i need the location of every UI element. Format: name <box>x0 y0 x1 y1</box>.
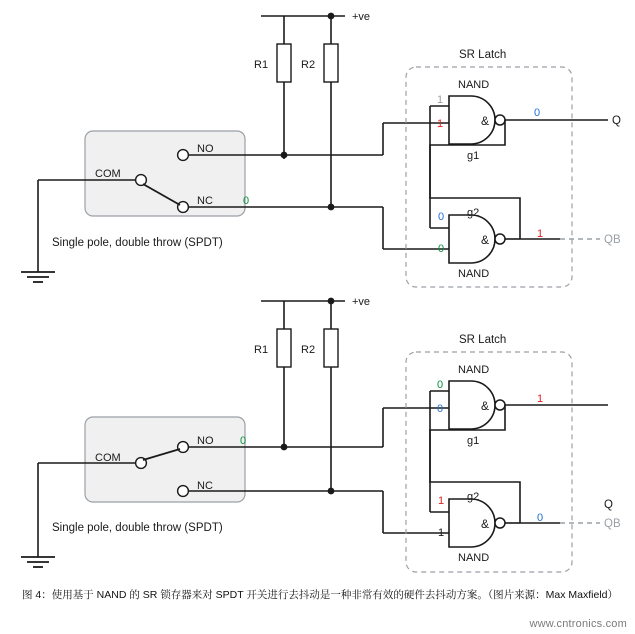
gate-symbol-g2: & <box>481 233 490 247</box>
signal-g1-in-top: 1 <box>437 94 444 106</box>
gate-symbol-g1-2: & <box>481 399 490 413</box>
signal-no-node-2: 0 <box>240 435 247 447</box>
com-terminal <box>136 175 147 186</box>
signal-g2-in-top-2: 1 <box>438 495 445 507</box>
signal-g2-in-bottom-2: 1 <box>438 527 445 539</box>
nand-bubble-g1-2 <box>495 400 505 410</box>
signal-g1-out-2: 1 <box>537 393 544 405</box>
nc-label: NC <box>197 195 213 207</box>
spdt-caption: Single pole, double throw (SPDT) <box>52 237 223 249</box>
r2-label-2: R2 <box>301 344 316 356</box>
com-label: COM <box>95 168 121 180</box>
junction-dot <box>328 488 335 495</box>
nand-label-top-2: NAND <box>458 364 490 376</box>
signal-g1-in-top-2: 0 <box>437 379 444 391</box>
r1-label: R1 <box>254 59 269 71</box>
q-label-2: Q <box>604 499 613 511</box>
gate-symbol-g2-2: & <box>481 517 490 531</box>
no-label-2: NO <box>197 435 214 447</box>
nc-label-2: NC <box>197 480 213 492</box>
junction-dot <box>328 204 335 211</box>
nc-terminal <box>178 202 189 213</box>
signal-g2-in-top: 0 <box>438 211 445 223</box>
figure-caption: 图 4：使用基于 NAND 的 SR 锁存器来对 SPDT 开关进行去抖动是一种非常有效的硬件去抖动方案。（图片来源：Max Maxfield） <box>22 589 619 601</box>
r2-body <box>324 44 338 82</box>
junction-dot <box>281 444 288 451</box>
r1-body-2 <box>277 329 291 367</box>
no-label: NO <box>197 143 214 155</box>
supply-label-bottom: +ve <box>352 296 371 308</box>
signal-g1-out: 0 <box>534 107 541 119</box>
r2-body-2 <box>324 329 338 367</box>
signal-g2-out-2: 0 <box>537 512 544 524</box>
bottom-circuit <box>21 296 621 572</box>
junction-dot <box>281 152 288 159</box>
spdt-caption-2: Single pole, double throw (SPDT) <box>52 522 223 534</box>
site-watermark: www.cntronics.com <box>529 618 627 630</box>
signal-g2-out: 1 <box>537 228 544 240</box>
nand-bubble-g2 <box>495 234 505 244</box>
nand-label-bottom: NAND <box>458 268 490 280</box>
no-terminal <box>178 150 189 161</box>
sr-latch-title-2: SR Latch <box>459 334 507 346</box>
gate-symbol-g1: & <box>481 114 490 128</box>
signal-g2-in-bottom: 0 <box>438 243 445 255</box>
r1-label-2: R1 <box>254 344 269 356</box>
r1-body <box>277 44 291 82</box>
nand-label-top: NAND <box>458 79 490 91</box>
nand-label-bottom-2: NAND <box>458 552 490 564</box>
q-label: Q <box>612 115 621 127</box>
sr-latch-title: SR Latch <box>459 49 507 61</box>
r2-label: R2 <box>301 59 316 71</box>
signal-g1-in-bottom-2: 0 <box>437 403 444 415</box>
top-circuit <box>21 11 621 287</box>
signal-g1-in-bottom: 1 <box>437 118 444 130</box>
g1-label-2: g1 <box>467 435 480 447</box>
qb-label-2: QB <box>604 518 621 530</box>
qb-label: QB <box>604 234 621 246</box>
nc-terminal-2 <box>178 486 189 497</box>
g2-label: g2 <box>467 207 480 219</box>
signal-nc-node: 0 <box>243 195 250 207</box>
nand-bubble-g2-2 <box>495 518 505 528</box>
nand-bubble-g1 <box>495 115 505 125</box>
no-terminal-2 <box>178 442 189 453</box>
supply-label-top: +ve <box>352 11 371 23</box>
g1-label: g1 <box>467 150 480 162</box>
com-label-2: COM <box>95 452 121 464</box>
g2-label-2: g2 <box>467 491 480 503</box>
